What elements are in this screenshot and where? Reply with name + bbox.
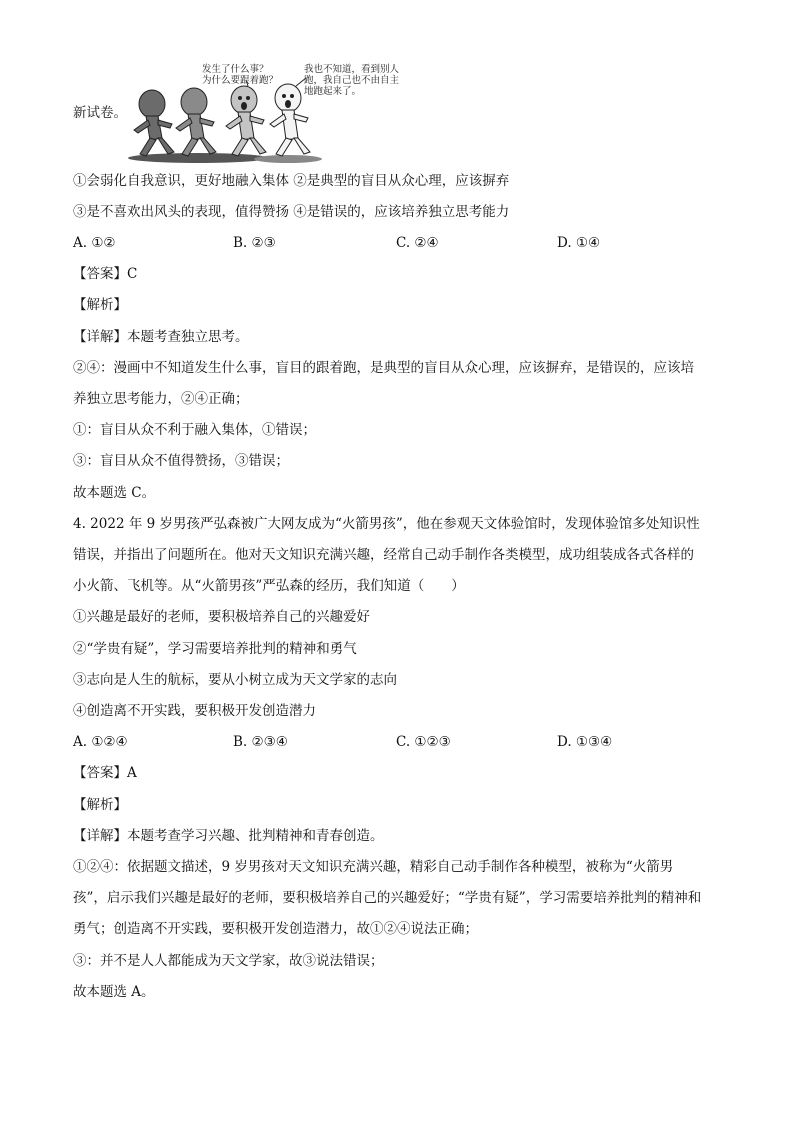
q4-statement-3: ③志向是人生的航标，要从小树立成为天文学家的志向 [73,672,397,688]
q3-conclusion: 故本题选 C。 [73,485,156,501]
speech-bubble-right [304,64,399,97]
q4-option-d: D. ①③④ [557,734,613,750]
q3-option-b: B. ②③ [233,235,276,251]
q3-detail: 【详解】本题考查独立思考。 [73,329,249,345]
q4-explanation-3: 勇气；创造离不开实践，要积极开发创造潜力，故①②④说法正确； [73,921,478,937]
q3-option-a: A. ①② [73,235,116,251]
bubble-line: 地跑起来了。 [304,86,362,97]
bubble-line: 我也不知道，看到别人 [304,64,400,75]
q3-analysis-label: 【解析】 [73,297,127,313]
q4-option-a: A. ①②④ [73,734,128,750]
q4-explanation-1: ①②④：依据题文描述，9 岁男孩对天文知识充满兴趣，精彩自己动手制作各种模型，被称为“火箭男 [73,859,674,875]
q4-answer: 【答案】A [73,765,137,781]
q3-option-c: C. ②④ [396,235,439,251]
q4-detail: 【详解】本题考查学习兴趣、批判精神和青春创造。 [73,828,384,844]
q3-explanation-4: ③：盲目从众不值得赞扬，③错误； [73,453,289,469]
q4-explanation-2: 孩”，启示我们兴趣是最好的老师，要积极培养自己的兴趣爱好；“学贵有疑”，学习需要培养批判的精神和 [73,890,702,906]
q4-statement-2: ②“学贵有疑”，学习需要培养批判的精神和勇气 [73,641,357,657]
q3-answer: 【答案】C [73,266,138,282]
q3-option-d: D. ①④ [557,235,601,251]
q4-stem-1: 4. 2022 年 9 岁男孩严弘森被广大网友成为“火箭男孩”，他在参观天文体验馆时，发现体验馆多处知识性 [73,516,700,532]
q3-explanation-3: ①：盲目从众不利于融入集体，①错误； [73,422,316,438]
q3-statement-1: ①会弱化自我意识，更好地融入集体 ②是典型的盲目从众心理，应该摒弃 [73,173,510,189]
q4-explanation-4: ③：并不是人人都能成为天文学家，故③说法错误； [73,953,384,969]
q4-option-b: B. ②③④ [233,734,288,750]
q4-analysis-label: 【解析】 [73,797,127,813]
q4-statement-1: ①兴趣是最好的老师，要积极培养自己的兴趣爱好 [73,609,370,625]
q4-stem-2: 错误，并指出了问题所在。他对天文知识充满兴趣，经常自己动手制作各类模型，成功组装成各式各样的 [73,547,694,563]
speech-bubble-left [202,64,278,86]
q4-statement-4: ④创造离不开实践，要积极开发创造潜力 [73,703,316,719]
bubble-line: 跑，我自己也不由自主 [304,75,400,86]
q4-option-c: C. ①②③ [396,734,451,750]
lead-text: 新试卷。 [73,105,127,121]
q4-stem-3: 小火箭、飞机等。从“火箭男孩”严弘森的经历，我们知道（ ） [73,578,465,594]
q3-statement-2: ③是不喜欢出风头的表现，值得赞扬 ④是错误的，应该培养独立思考能力 [73,204,510,220]
q3-explanation-1: ②④：漫画中不知道发生什么事，盲目的跟着跑，是典型的盲目从众心理，应该摒弃，是错误的，应该培 [73,360,694,376]
bubble-line: 为什么要跟着跑？ [202,75,279,86]
q4-conclusion: 故本题选 A。 [73,984,155,1000]
bubble-line: 发生了什么事？ [202,64,269,75]
cartoon-illustration [128,58,428,164]
q3-explanation-2: 养独立思考能力，②④正确； [73,391,249,407]
